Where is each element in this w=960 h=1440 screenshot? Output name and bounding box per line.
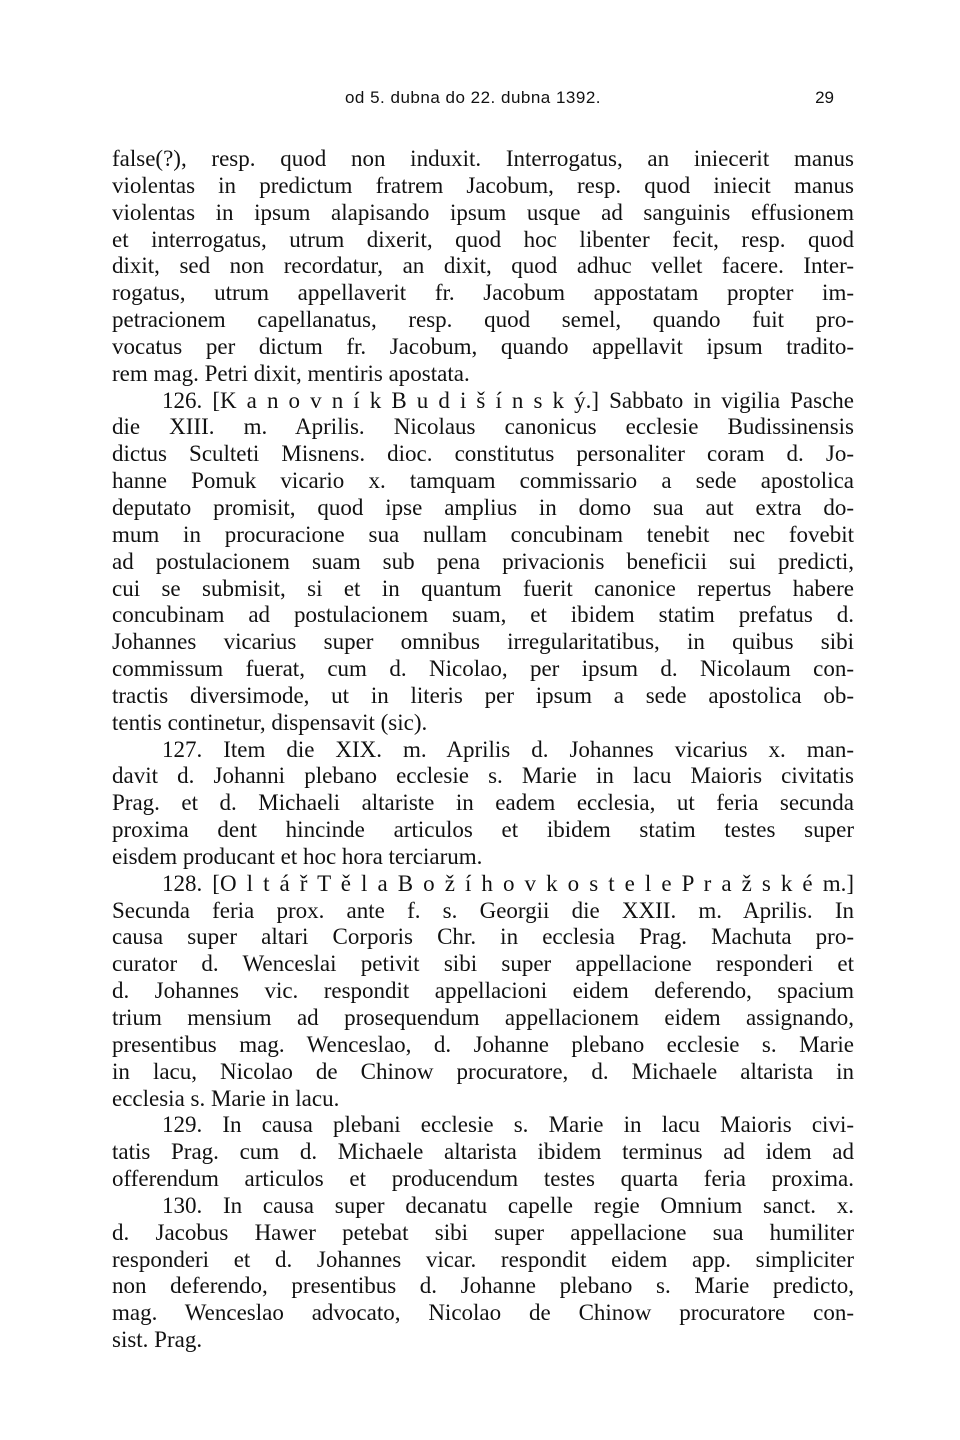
text-line: non deferendo, presentibus d. Johanne plebano s. Marie predicto, [112, 1273, 854, 1299]
text-line: presentibus mag. Wenceslao, d. Johanne plebano ecclesie s. Marie [112, 1031, 854, 1057]
text-line: violentas in predictum fratrem Jacobum, resp. quod iniecit manus [112, 172, 854, 198]
text-line: et interrogatus, utrum dixerit, quod hoc libenter fecit, resp. quod [112, 226, 854, 252]
text-line: mum in procuracione sua nullam concubinam tenebit nec fovebit [112, 521, 854, 547]
entry-126-heading: 126. [K a n o v n í k B u d i š í n s k ý.] Sabbato in vigilia Pasche [162, 387, 854, 413]
text-line: dixit, sed non recordatur, an dixit, quod adhuc vellet facere. Inter- [112, 253, 854, 279]
text-line: tatis Prag. cum d. Michaele altarista ibidem terminus ad idem ad [112, 1139, 854, 1165]
text-line: offerendum articulos et producendum testes quarta feria proxima. [112, 1166, 854, 1192]
text-line: responderi et d. Johannes vicar. respondit eidem app. simpliciter [112, 1246, 854, 1272]
text-line: cui se submisit, si et in quantum fuerit canonice repertus habere [112, 575, 854, 601]
body-text [112, 146, 854, 1354]
text-line: proxima dent hincinde articulos et ibidem statim testes super [112, 817, 854, 843]
text-line: curator d. Wenceslai petivit sibi super appellacione responderi et [112, 951, 854, 977]
entry-129-heading: 129. In causa plebani ecclesie s. Marie in lacu Maioris civi- [162, 1112, 854, 1138]
entry-128-heading: 128. [O l t á ř T ě l a B o ž í h o v k o s t e l e P r a ž s k é m.] [162, 870, 854, 896]
text-line: sist. Prag. [112, 1327, 203, 1353]
text-line: davit d. Johanni plebano ecclesie s. Marie in lacu Maioris civitatis [112, 763, 854, 789]
text-line: die XIII. m. Aprilis. Nicolaus canonicus ecclesie Budissinensis [112, 414, 854, 440]
text-line: rem mag. Petri dixit, mentiris apostata. [112, 360, 470, 386]
text-line: ad postulacionem suam sub pena privacionis beneficii sui predicti, [112, 548, 854, 574]
text-line: Secunda feria prox. ante f. s. Georgii die XXII. m. Aprilis. In [112, 897, 854, 923]
entry-127-heading: 127. Item die XIX. m. Aprilis d. Johannes vicarius x. man- [162, 736, 854, 762]
text-line: eisdem producant et hoc hora terciarum. [112, 843, 483, 869]
text-line: commissum fuerat, cum d. Nicolao, per ipsum d. Nicolaum con- [112, 656, 854, 682]
text-line: d. Jacobus Hawer petebat sibi super appellacione sua humiliter [112, 1219, 854, 1245]
text-line: hanne Pomuk vicario x. tamquam commissario a sede apostolica [112, 468, 854, 494]
text-line: Johannes vicarius super omnibus irregularitatibus, in quibus sibi [112, 629, 854, 655]
text-line: in lacu, Nicolao de Chinow procuratore, d. Michaele altarista in [112, 1058, 854, 1084]
text-line: ecclesia s. Marie in lacu. [112, 1085, 340, 1111]
text-line: petracionem capellanatus, resp. quod semel, quando fuit pro- [112, 307, 854, 333]
text-line: tentis continetur, dispensavit (sic). [112, 709, 428, 735]
text-line: trium mensium ad prosequendum appellacionem eidem assignando, [112, 1005, 854, 1030]
text-line: concubinam ad postulacionem suam, et ibidem statim prefatus d. [112, 602, 854, 628]
entry-130-heading: 130. In causa super decanatu capelle regie Omnium sanct. x. [162, 1192, 854, 1218]
text-line: Prag. et d. Michaeli altariste in eadem ecclesia, ut feria secunda [112, 790, 854, 816]
text-line: causa super altari Corporis Chr. in ecclesia Prag. Machuta pro- [112, 924, 854, 950]
text-line: rogatus, utrum appellaverit fr. Jacobum appostatam propter im- [112, 280, 854, 306]
text-line: dictus Sculteti Misnens. dioc. constitutus personaliter coram d. Jo- [112, 441, 854, 467]
running-head: od 5. dubna do 22. dubna 1392. [344, 88, 602, 107]
text-line: d. Johannes vic. respondit appellacioni eidem deferendo, spacium [112, 978, 854, 1004]
text-line: mag. Wenceslao advocato, Nicolao de Chinow procuratore con- [112, 1300, 854, 1326]
page-header [112, 88, 834, 118]
text-line: false(?), resp. quod non induxit. Interrogatus, an iniecerit manus [112, 146, 854, 171]
text-line: vocatus per dictum fr. Jacobum, quando appellavit ipsum tradito- [112, 333, 854, 359]
text-line: deputato promisit, quod ipse amplius in domo sua aut extra do- [112, 494, 854, 520]
page-number: 29 [815, 88, 834, 107]
text-line: violentas in ipsum alapisando ipsum usque ad sanguinis effusionem [112, 199, 854, 225]
text-line: tractis diversimode, ut in literis per ipsum a sede apostolica ob- [112, 682, 854, 708]
